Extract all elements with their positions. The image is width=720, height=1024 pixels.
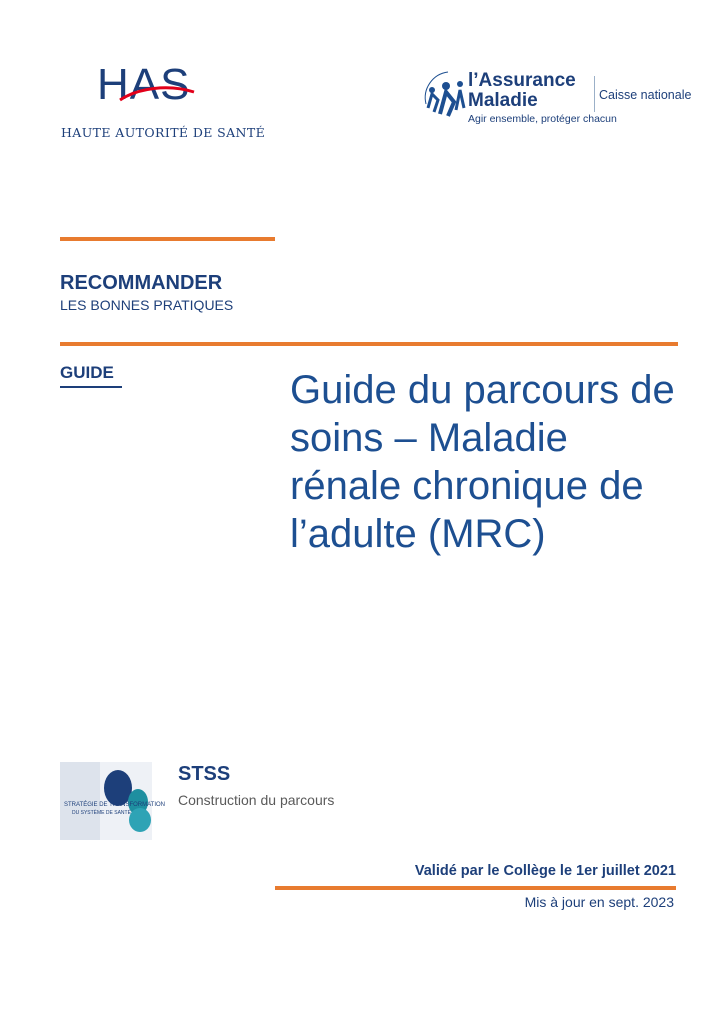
stss-logo-icon [60,762,166,840]
section-rule-long [60,342,678,346]
document-type-label: GUIDE [60,363,114,382]
footer-rule [275,886,676,890]
stss-title: STSS [178,763,231,785]
section-title: RECOMMANDER [60,272,223,294]
update-date: Mis à jour en sept. 2023 [524,894,674,910]
stss-subtitle: Construction du parcours [178,792,335,808]
validation-date: Validé par le Collège le 1er juillet 2021 [414,863,676,879]
stss-logo-text-line1: STRATÉGIE DE TRANSFORMATION [64,802,166,808]
has-logo-swoosh [118,82,198,106]
caisse-nationale-label: Caisse nationale [599,88,692,102]
has-logo-letters: HAS [97,60,191,109]
assurance-maladie-title-line2: Maladie [468,90,538,111]
logo-divider [594,76,595,112]
stss-logo-text-line2: DU SYSTÈME DE SANTÉ [72,810,131,816]
has-logo-subtitle: HAUTE AUTORITÉ DE SANTÉ [61,125,266,140]
assurance-maladie-title-line1: l’Assurance [468,70,576,91]
assurance-maladie-tagline: Agir ensemble, protéger chacun [468,113,617,125]
section-rule-short [60,237,275,241]
section-subtitle: LES BONNES PRATIQUES [60,297,234,313]
document-type-underline [60,386,122,388]
document-title: Guide du parcours de soins – Maladie rénale chronique de l’adulte (MRC) [290,368,675,556]
